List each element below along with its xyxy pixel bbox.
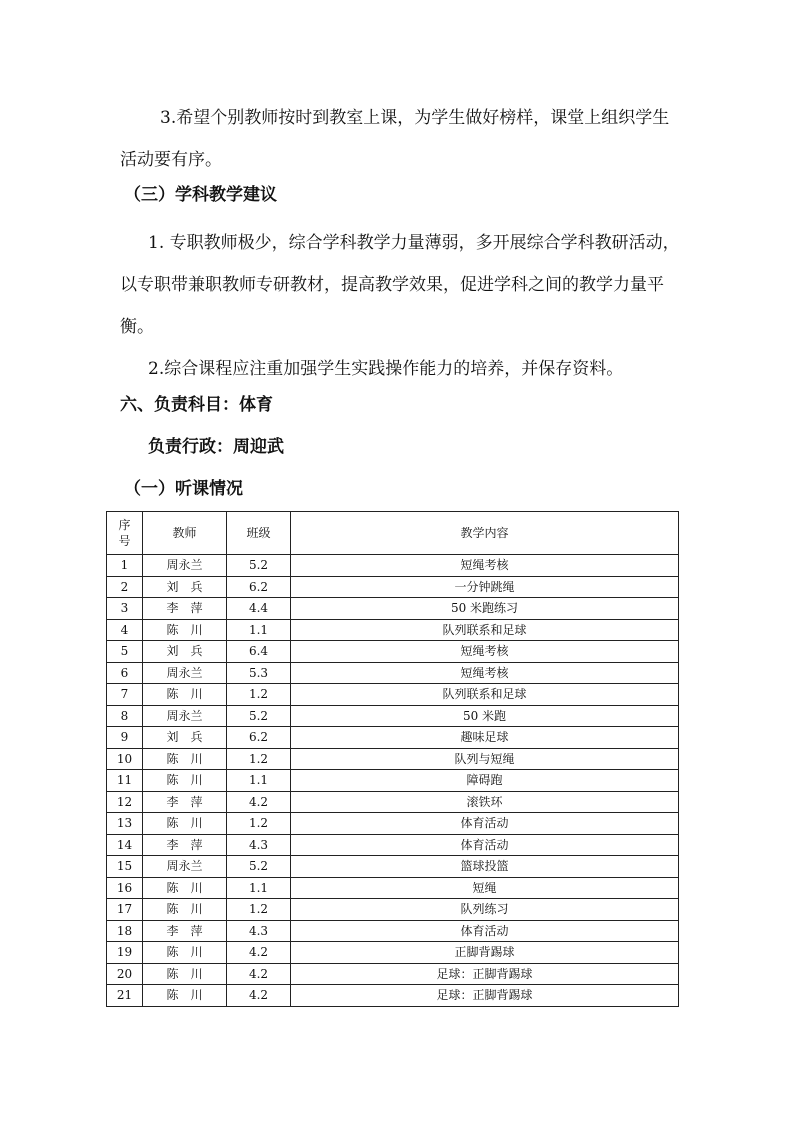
- cell-seq: 12: [107, 791, 143, 813]
- cell-class: 4.2: [227, 791, 291, 813]
- cell-class: 5.2: [227, 705, 291, 727]
- cell-seq: 4: [107, 619, 143, 641]
- header-class: 班级: [227, 512, 291, 555]
- paragraph-practical-ability: 2.综合课程应注重加强学生实践操作能力的培养，并保存资料。: [148, 359, 624, 379]
- cell-class: 1.2: [227, 813, 291, 835]
- cell-class: 4.3: [227, 920, 291, 942]
- cell-seq: 7: [107, 684, 143, 706]
- cell-content: 短绳考核: [291, 641, 679, 663]
- cell-seq: 11: [107, 770, 143, 792]
- heading-responsible-subject: 六、负责科目：体育: [120, 395, 273, 415]
- cell-teacher: 刘 兵: [143, 576, 227, 598]
- cell-seq: 15: [107, 856, 143, 878]
- cell-teacher: 周永兰: [143, 705, 227, 727]
- cell-seq: 5: [107, 641, 143, 663]
- cell-class: 1.1: [227, 619, 291, 641]
- cell-content: 体育活动: [291, 813, 679, 835]
- cell-seq: 16: [107, 877, 143, 899]
- cell-teacher: 陈 川: [143, 748, 227, 770]
- cell-class: 6.2: [227, 576, 291, 598]
- paragraph-full-time-teachers: 1. 专职教师极少，综合学科教学力量薄弱，多开展综合学科教研活动，以专职带兼职教师专研教材，提高教学效果，促进学科之间的教学力量平衡。: [120, 233, 680, 337]
- cell-teacher: 陈 川: [143, 813, 227, 835]
- cell-teacher: 陈 川: [143, 770, 227, 792]
- cell-class: 4.2: [227, 985, 291, 1007]
- cell-seq: 20: [107, 963, 143, 985]
- cell-seq: 1: [107, 555, 143, 577]
- cell-class: 6.2: [227, 727, 291, 749]
- cell-content: 队列联系和足球: [291, 684, 679, 706]
- cell-content: 足球：正脚背踢球: [291, 985, 679, 1007]
- cell-teacher: 陈 川: [143, 985, 227, 1007]
- table-row: [107, 942, 679, 964]
- cell-seq: 3: [107, 598, 143, 620]
- cell-teacher: 陈 川: [143, 619, 227, 641]
- cell-seq: 13: [107, 813, 143, 835]
- cell-class: 1.2: [227, 899, 291, 921]
- table-row: [107, 727, 679, 749]
- table-row: [107, 791, 679, 813]
- cell-teacher: 刘 兵: [143, 641, 227, 663]
- cell-class: 5.2: [227, 555, 291, 577]
- table-row: [107, 641, 679, 663]
- table-row: [107, 555, 679, 577]
- cell-teacher: 周永兰: [143, 856, 227, 878]
- cell-seq: 14: [107, 834, 143, 856]
- header-seq: 序号: [107, 512, 143, 555]
- cell-content: 队列与短绳: [291, 748, 679, 770]
- table-header-row: [107, 512, 679, 555]
- cell-content: 队列练习: [291, 899, 679, 921]
- cell-content: 体育活动: [291, 834, 679, 856]
- cell-teacher: 陈 川: [143, 877, 227, 899]
- cell-class: 4.3: [227, 834, 291, 856]
- table-row: [107, 813, 679, 835]
- cell-content: 50 米跑: [291, 705, 679, 727]
- table-row: [107, 985, 679, 1007]
- cell-content: 趣味足球: [291, 727, 679, 749]
- cell-seq: 2: [107, 576, 143, 598]
- cell-seq: 19: [107, 942, 143, 964]
- cell-content: 正脚背踢球: [291, 942, 679, 964]
- cell-teacher: 李 萍: [143, 791, 227, 813]
- table-row: [107, 748, 679, 770]
- cell-content: 障碍跑: [291, 770, 679, 792]
- cell-class: 1.1: [227, 770, 291, 792]
- table-row: [107, 963, 679, 985]
- cell-seq: 10: [107, 748, 143, 770]
- cell-class: 6.4: [227, 641, 291, 663]
- heading-lesson-observation: （一）听课情况: [124, 479, 243, 499]
- cell-teacher: 周永兰: [143, 662, 227, 684]
- table-row: [107, 705, 679, 727]
- cell-content: 一分钟跳绳: [291, 576, 679, 598]
- paragraph-teacher-punctuality: 3.希望个别教师按时到教室上课，为学生做好榜样，课堂上组织学生活动要有序。: [120, 108, 670, 170]
- cell-class: 1.1: [227, 877, 291, 899]
- cell-class: 5.3: [227, 662, 291, 684]
- cell-teacher: 陈 川: [143, 899, 227, 921]
- cell-teacher: 陈 川: [143, 684, 227, 706]
- cell-seq: 17: [107, 899, 143, 921]
- table-row: [107, 920, 679, 942]
- table-row: [107, 770, 679, 792]
- table-row: [107, 619, 679, 641]
- table-body: [107, 555, 679, 1007]
- table-row: [107, 899, 679, 921]
- table-row: [107, 684, 679, 706]
- cell-teacher: 陈 川: [143, 942, 227, 964]
- cell-content: 短绳考核: [291, 662, 679, 684]
- table-row: [107, 856, 679, 878]
- cell-content: 滚铁环: [291, 791, 679, 813]
- cell-seq: 6: [107, 662, 143, 684]
- cell-teacher: 李 萍: [143, 598, 227, 620]
- cell-content: 50 米跑练习: [291, 598, 679, 620]
- cell-teacher: 周永兰: [143, 555, 227, 577]
- cell-class: 4.2: [227, 942, 291, 964]
- cell-content: 短绳: [291, 877, 679, 899]
- table-row: [107, 598, 679, 620]
- cell-content: 体育活动: [291, 920, 679, 942]
- table-row: [107, 662, 679, 684]
- cell-teacher: 李 萍: [143, 920, 227, 942]
- cell-seq: 9: [107, 727, 143, 749]
- cell-teacher: 李 萍: [143, 834, 227, 856]
- cell-content: 队列联系和足球: [291, 619, 679, 641]
- header-content: 教学内容: [291, 512, 679, 555]
- lesson-observation-table: [106, 511, 679, 1007]
- cell-class: 1.2: [227, 684, 291, 706]
- cell-seq: 21: [107, 985, 143, 1007]
- cell-class: 4.2: [227, 963, 291, 985]
- table-row: [107, 576, 679, 598]
- header-teacher: 教师: [143, 512, 227, 555]
- cell-class: 5.2: [227, 856, 291, 878]
- table-row: [107, 834, 679, 856]
- cell-teacher: 陈 川: [143, 963, 227, 985]
- cell-content: 短绳考核: [291, 555, 679, 577]
- cell-teacher: 刘 兵: [143, 727, 227, 749]
- cell-content: 篮球投篮: [291, 856, 679, 878]
- cell-class: 4.4: [227, 598, 291, 620]
- cell-seq: 8: [107, 705, 143, 727]
- cell-seq: 18: [107, 920, 143, 942]
- heading-subject-teaching-suggestions: （三）学科教学建议: [124, 185, 277, 205]
- heading-responsible-admin: 负责行政：周迎武: [148, 437, 284, 457]
- cell-content: 足球：正脚背踢球: [291, 963, 679, 985]
- table-row: [107, 877, 679, 899]
- cell-class: 1.2: [227, 748, 291, 770]
